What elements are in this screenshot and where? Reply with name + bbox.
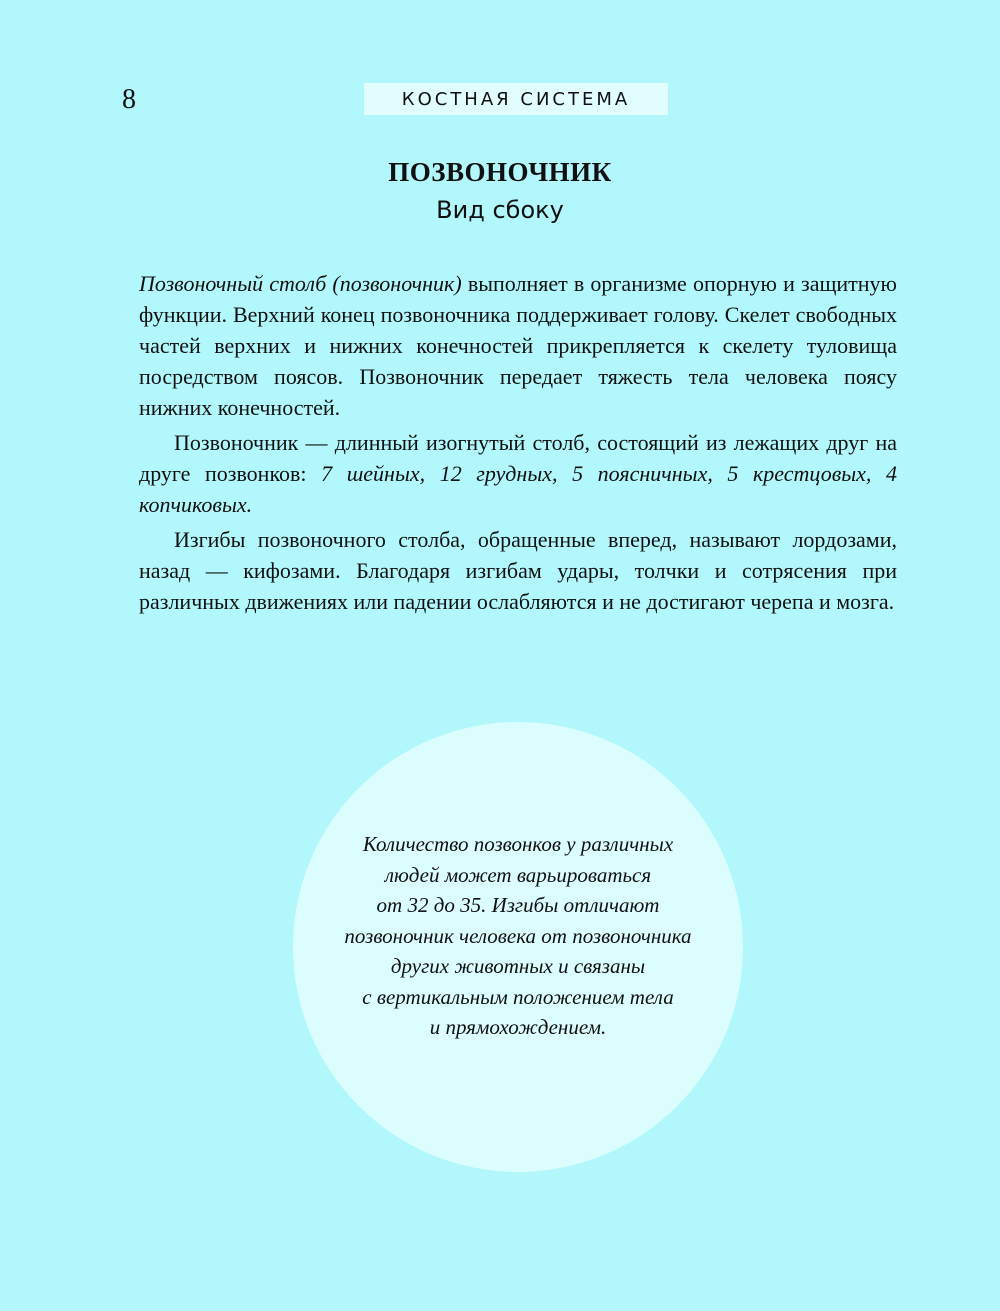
note-line: других животных и связаны xyxy=(390,954,646,978)
title-block xyxy=(0,152,1000,228)
paragraph-1 xyxy=(139,268,897,423)
paragraph-1-text: выполняет в организме опорную и защитную функции. Верхний конец позвоночника поддерживает голову. Скелет свободных частей верхних и нижних конечностей прикрепляется к скелету туловища посредством поясов. Позвоночник передает тяжесть тела человека поясу нижних конечностей. xyxy=(139,271,897,420)
note-line: и прямохождением. xyxy=(429,1015,607,1039)
paragraph-2-italic-list: 7 шейных, 12 грудных, 5 поясничных, 5 крестцовых, 4 копчиковых. xyxy=(139,461,897,517)
note-line: от 32 до 35. Изгибы отличают xyxy=(376,893,660,917)
note-line: позвоночник человека от позвоночника xyxy=(344,923,692,948)
running-head: КОСТНАЯ СИСТЕМА xyxy=(364,83,668,115)
body-text xyxy=(139,268,897,621)
paragraph-3: Изгибы позвоночного столба, обращенные вперед, называют лордозами, назад — кифозами. Благодаря изгибам удары, толчки и сотрясения при различных движениях или падении ослабляются и не достигают черепа и мозга. xyxy=(139,527,897,614)
paragraph-1-italic-lead: Позвоночный столб (позвоночник) xyxy=(139,271,462,296)
note-line: Количество позвонков у различных xyxy=(362,832,674,856)
page-title: ПОЗВОНОЧНИК xyxy=(388,157,612,187)
paragraph-2 xyxy=(139,427,897,520)
page-number: 8 xyxy=(122,84,136,115)
page-subtitle: Вид сбоку xyxy=(436,196,564,224)
note-line: с вертикальным положением тела xyxy=(362,984,674,1009)
note-text xyxy=(296,829,740,1043)
paragraph-2-text: Позвоночник — длинный изогнутый столб, состоящий из лежащих друг на друге позвонков: xyxy=(139,430,897,486)
note-line: людей может варьироваться xyxy=(384,862,652,887)
